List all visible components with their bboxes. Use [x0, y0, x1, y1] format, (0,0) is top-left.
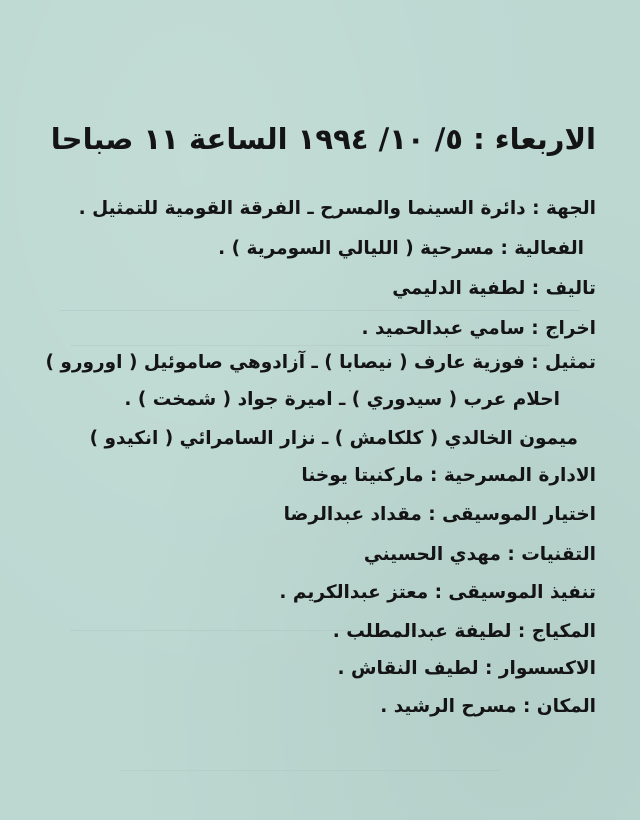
technical-line: التقنيات : مهدي الحسيني [363, 544, 596, 565]
music-execution-line: تنفيذ الموسيقى : معتز عبدالكريم . [279, 582, 596, 603]
event-line: الفعالية : مسرحية ( الليالي السومرية ) . [218, 238, 584, 259]
cast-line-3: ميمون الخالدي ( كلكامش ) ـ نزار السامرائي ( انكيدو ) [89, 428, 578, 449]
music-selection-line: اختيار الموسيقى : مقداد عبدالرضا [283, 504, 596, 525]
stage-management-line: الادارة المسرحية : ماركنيتا يوخنا [301, 465, 596, 486]
paper-show-through [120, 760, 500, 771]
makeup-line: المكياج : لطيفة عبدالمطلب . [332, 621, 596, 642]
venue-line: المكان : مسرح الرشيد . [380, 696, 596, 717]
performance-date-heading: الاربعاء : ٥/ ١٠/ ١٩٩٤ الساعة ١١ صباحا [50, 122, 596, 156]
cast-line-2: احلام عرب ( سيدوري ) ـ اميرة جواد ( شمخت ) . [124, 389, 560, 410]
cast-line-1: تمثيل : فوزية عارف ( نيصابا ) ـ آزادوهي صاموئيل ( اورورو ) [45, 352, 596, 373]
author-line: تاليف : لطفية الدليمي [392, 278, 596, 299]
accessories-line: الاكسسوار : لطيف النقاش . [337, 658, 596, 679]
director-line: اخراج : سامي عبدالحميد . [361, 318, 596, 339]
organizer-line: الجهة : دائرة السينما والمسرح ـ الفرقة القومية للتمثيل . [78, 198, 596, 219]
